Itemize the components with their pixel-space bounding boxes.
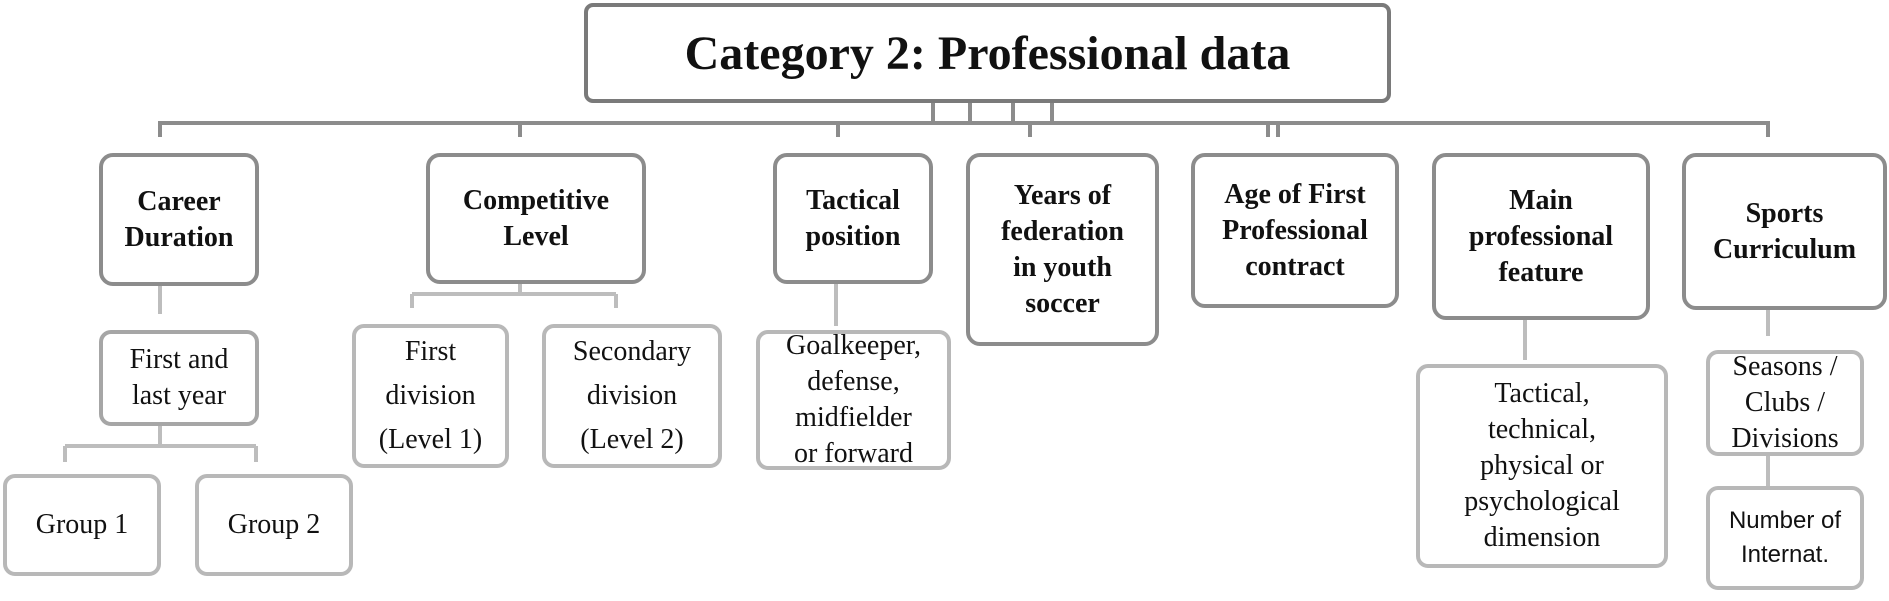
tactical-position-node: Tactical position [773,153,933,284]
international-count-node: Number of Internat. [1706,486,1864,590]
first-last-year-node: First and last year [99,330,259,426]
category-title: Category 2: Professional data [584,3,1391,103]
secondary-division-node: Secondary division (Level 2) [542,324,722,468]
sports-curriculum-node: Sports Curriculum [1682,153,1887,310]
career-duration-node: Career Duration [99,153,259,286]
seasons-clubs-divisions-node: Seasons / Clubs / Divisions [1706,350,1864,456]
years-federation-node: Years of federation in youth soccer [966,153,1159,346]
competitive-level-node: Competitive Level [426,153,646,284]
main-professional-feature-node: Main professional feature [1432,153,1650,320]
first-division-node: First division (Level 1) [352,324,509,468]
dimensions-node: Tactical, technical, physical or psychological dimension [1416,364,1668,568]
group-2-node: Group 2 [195,474,353,576]
group-1-node: Group 1 [3,474,161,576]
age-first-contract-node: Age of First Professional contract [1191,153,1399,308]
playing-positions-node: Goalkeeper, defense, midfielder or forward [756,330,951,470]
